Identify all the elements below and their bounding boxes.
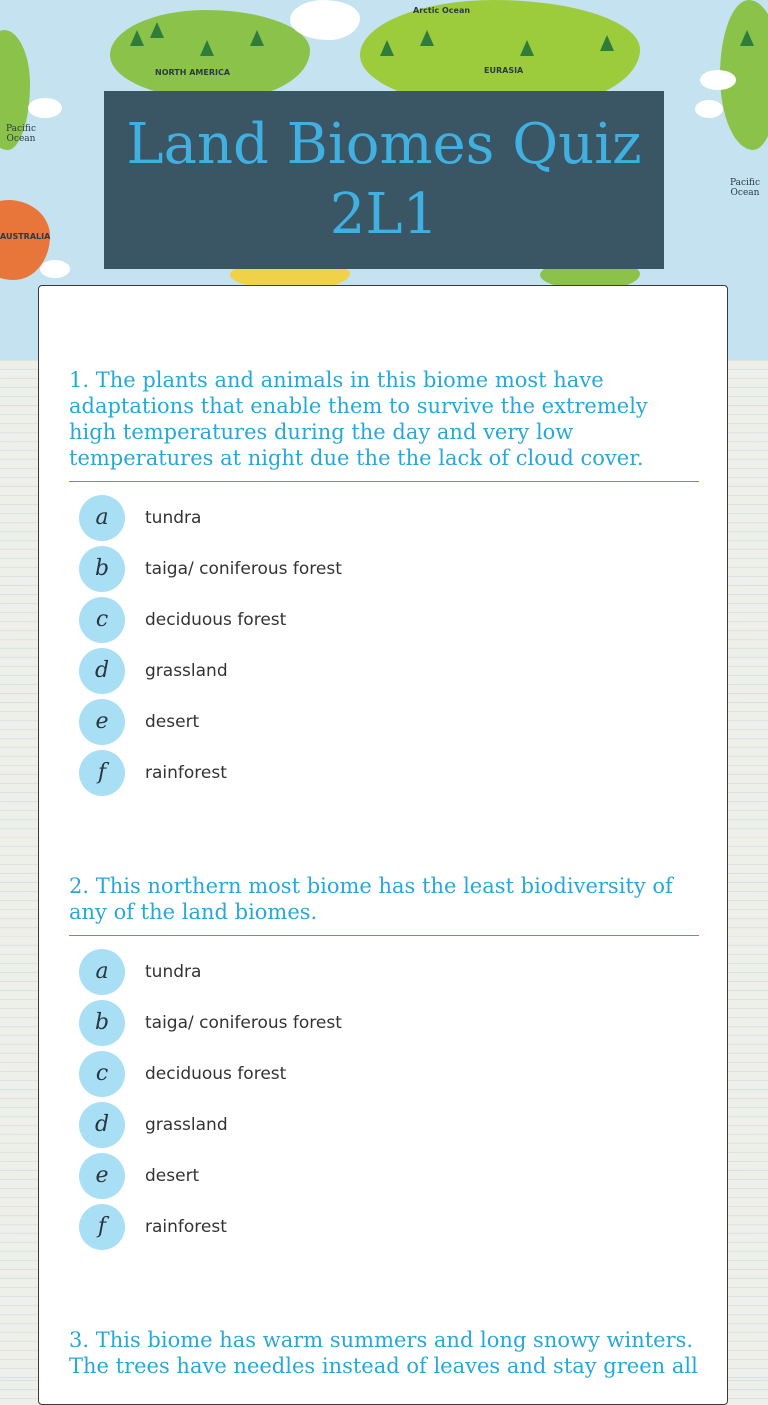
- map-label-pacific-left: Pacific Ocean: [6, 124, 36, 144]
- question-2: [69, 873, 699, 1252]
- option-letter-badge: d: [79, 1102, 125, 1148]
- map-label-pacific-right: Pacific Ocean: [730, 178, 760, 198]
- question-text: 3. This biome has warm summers and long snowy winters. The trees have needles instead of leaves and stay green all: [69, 1328, 698, 1378]
- option-label: deciduous forest: [145, 609, 287, 630]
- option-label: desert: [145, 711, 200, 732]
- option-label: rainforest: [145, 762, 227, 783]
- option-d[interactable]: [69, 1099, 699, 1150]
- option-letter-badge: c: [79, 1051, 125, 1097]
- map-label-eurasia: EURASIA: [484, 66, 524, 75]
- option-label: tundra: [145, 507, 202, 528]
- option-label: tundra: [145, 961, 202, 982]
- option-f[interactable]: [69, 1201, 699, 1252]
- option-label: taiga/ coniferous forest: [145, 1012, 342, 1033]
- map-label-australia: AUSTRALIA: [0, 232, 51, 241]
- option-a[interactable]: [69, 492, 699, 543]
- option-letter-badge: e: [79, 699, 125, 745]
- page-title: Land Biomes Quiz 2L1: [126, 112, 642, 247]
- option-letter-badge: c: [79, 597, 125, 643]
- question-text: 1. The plants and animals in this biome most have adaptations that enable them to survive the extremely high temperatures during the day and very low temperatures at night due the the lack of cloud cover.: [69, 367, 699, 482]
- option-letter-badge: d: [79, 648, 125, 694]
- option-f[interactable]: [69, 747, 699, 798]
- option-b[interactable]: [69, 997, 699, 1048]
- option-b[interactable]: [69, 543, 699, 594]
- option-label: rainforest: [145, 1216, 227, 1237]
- question-text: 2. This northern most biome has the least biodiversity of any of the land biomes.: [69, 873, 699, 936]
- option-label: desert: [145, 1165, 200, 1186]
- option-label: grassland: [145, 1114, 228, 1135]
- option-label: deciduous forest: [145, 1063, 287, 1084]
- option-e[interactable]: [69, 1150, 699, 1201]
- option-letter-badge: e: [79, 1153, 125, 1199]
- option-label: grassland: [145, 660, 228, 681]
- option-d[interactable]: [69, 645, 699, 696]
- quiz-card: [38, 285, 728, 1405]
- question-1: [69, 367, 699, 798]
- option-c[interactable]: [69, 594, 699, 645]
- option-letter-badge: a: [79, 949, 125, 995]
- option-label: taiga/ coniferous forest: [145, 558, 342, 579]
- title-banner: [104, 91, 664, 269]
- option-letter-badge: f: [79, 750, 125, 796]
- map-label-arctic: Arctic Ocean: [413, 6, 471, 15]
- option-letter-badge: a: [79, 495, 125, 541]
- option-letter-badge: f: [79, 1204, 125, 1250]
- option-c[interactable]: [69, 1048, 699, 1099]
- option-letter-badge: b: [79, 1000, 125, 1046]
- map-label-north-america: NORTH AMERICA: [155, 68, 231, 77]
- option-list: [69, 492, 699, 798]
- option-a[interactable]: [69, 946, 699, 997]
- option-list: [69, 946, 699, 1252]
- option-e[interactable]: [69, 696, 699, 747]
- question-3: [69, 1327, 699, 1399]
- option-letter-badge: b: [79, 546, 125, 592]
